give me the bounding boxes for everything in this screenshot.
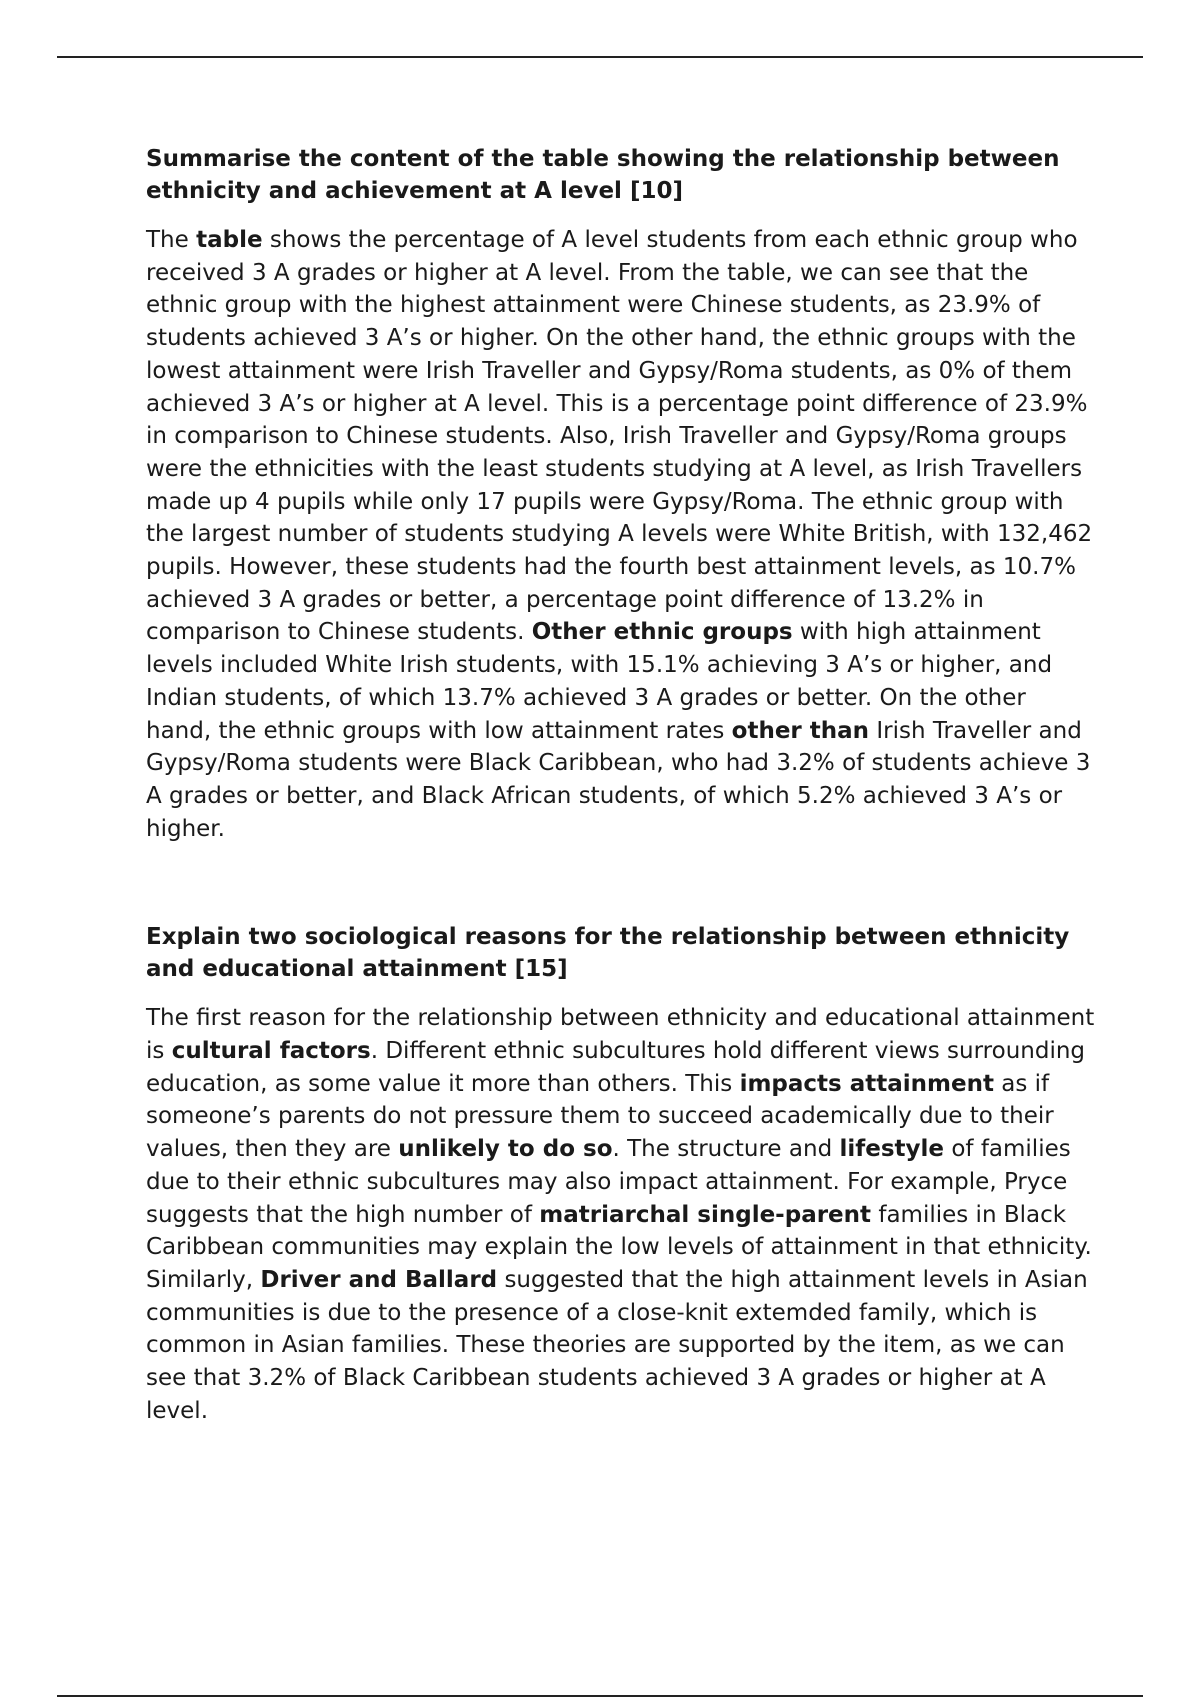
bold-run: Other ethnic groups xyxy=(531,619,793,646)
bold-run: table xyxy=(196,227,263,253)
text-run: suggested that the high attainment levels in Asian communities is due to the presence of a close-knit extemded family, which is common in Asian families. These theories are supported by the item, as we can see that 3.2% of Black Caribbean students achieved 3 A grades or higher at A level. xyxy=(146,1266,1088,1424)
text-run: . The structure and xyxy=(612,1136,840,1163)
bold-run: matriarchal single-parent xyxy=(539,1201,872,1228)
text-run: families in Black Caribbean communities may explain the low levels of attainment in that ethnicity. Similarly, xyxy=(146,1201,1092,1293)
text-run: . Different ethnic subcultures hold different views surrounding education, as some value it more than others. This xyxy=(146,1038,1086,1097)
text-run: The xyxy=(146,227,197,253)
section-paragraph xyxy=(146,224,1096,845)
text-run: shows the percentage of A level students from each ethnic group who received 3 A grades or higher at A level. From the table, we can see that the ethnic group with the highest attainment were Chinese students, as 23.9% of students achieved 3 A’s or higher. On the other hand, the ethnic groups with the lowest attainment were Irish Traveller and Gypsy/Roma students, as 0% of them achieved 3 A’s or higher at A level. This is a percentage point difference of 23.9% in comparison to Chinese students. Also, Irish Traveller and Gypsy/Roma groups were the ethnicities with the least students studying at A level, as Irish Travellers made up 4 pupils while only 17 pupils were Gypsy/Roma. The ethnic group with the largest number of students studying A levels were White British, with 132,462 pupils. However, these students had the fourth best attainment levels, as 10.7% achieved 3 A grades or better, a percentage point difference of 13.2% in comparison to Chinese students. xyxy=(146,227,1093,646)
section-heading: Explain two sociological reasons for the relationship between ethnicity and educational attainment [15] xyxy=(146,924,1070,983)
section-1 xyxy=(146,143,1096,845)
bold-run: other than xyxy=(731,717,870,744)
bold-run: impacts attainment xyxy=(739,1070,994,1097)
bold-run: Driver and Ballard xyxy=(260,1266,498,1293)
text-run: with high attainment levels included White Irish students, with 15.1% achieving 3 A’s or higher, and Indian students, of which 13.7% achieved 3 A grades or better. On the other hand, the ethnic groups with low attainment rates xyxy=(146,619,1053,744)
top-rule xyxy=(57,56,1143,58)
section-2 xyxy=(146,921,1096,1427)
section-paragraph xyxy=(146,1002,1096,1427)
text-run: The first reason for the relationship between ethnicity and educational attainment is xyxy=(146,1005,1095,1065)
bold-run: cultural factors xyxy=(171,1038,371,1065)
bottom-rule xyxy=(57,1695,1143,1697)
text-run: as if someone’s parents do not pressure them to succeed academically due to their values, then they are xyxy=(146,1070,1054,1163)
bold-run: unlikely to do so xyxy=(398,1136,613,1163)
section-spacer xyxy=(146,845,1096,921)
document-body xyxy=(146,143,1096,1428)
section-heading: Summarise the content of the table showing the relationship between ethnicity and achievement at A level [10] xyxy=(146,146,1060,204)
text-run: Irish Traveller and Gypsy/Roma students were Black Caribbean, who had 3.2% of students achieve 3 A grades or better, and Black African students, of which 5.2% achieved 3 A’s or higher. xyxy=(146,717,1091,842)
bold-run: lifestyle xyxy=(839,1136,945,1163)
text-run: of families due to their ethnic subcultures may also impact attainment. For example, Pryce suggests that the high number of xyxy=(146,1136,1071,1228)
